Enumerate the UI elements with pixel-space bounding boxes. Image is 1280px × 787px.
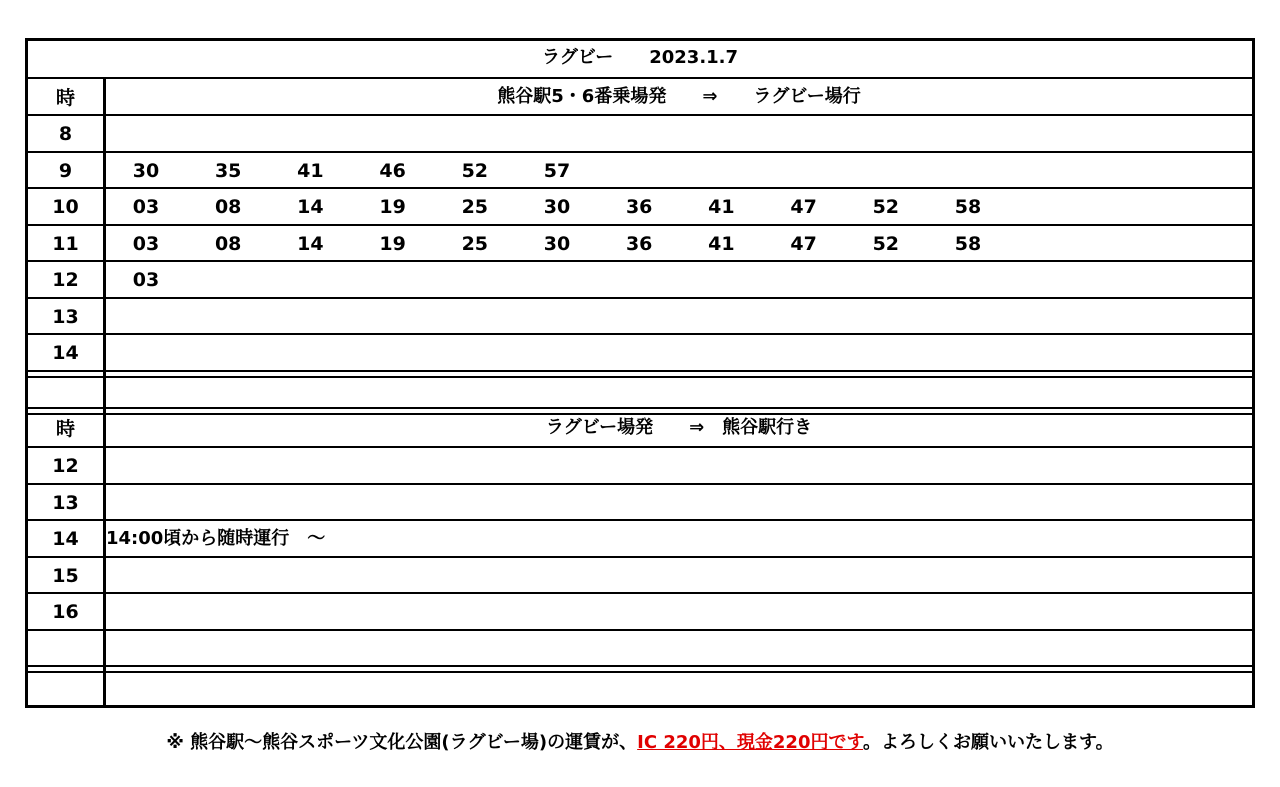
departure-minute: 46: [379, 159, 406, 182]
timetable-title: ラグビー 2023.1.7: [541, 47, 739, 68]
departure-minute: 19: [379, 232, 406, 255]
departure-minute: 47: [790, 196, 817, 218]
double-divider: [28, 370, 1252, 378]
departure-minute: 41: [708, 232, 735, 255]
hour-cell: 16: [52, 601, 79, 624]
departure-minute: 52: [461, 159, 489, 182]
row-divider: [28, 592, 1252, 594]
departure-minute: 30: [132, 159, 160, 182]
departure-minute: 25: [461, 196, 489, 218]
row-divider: [28, 297, 1252, 299]
route-header-outbound: 熊谷駅5・6番乗場発 ⇒ ラグビー場行: [497, 86, 861, 107]
departure-minute: 14: [297, 196, 324, 218]
fare-note-prefix: ※ 熊谷駅～熊谷スポーツ文化公園(ラグビー場)の運賃が、: [166, 732, 638, 753]
hour-cell: 13: [52, 491, 79, 514]
fare-note-highlight: IC 220円、現金220円です: [637, 732, 864, 753]
departure-minute: 36: [625, 196, 653, 218]
hour-cell: 14: [52, 528, 79, 551]
hour-column-header: 時: [55, 418, 75, 440]
departure-minute: 35: [214, 159, 242, 182]
row-divider: [28, 333, 1252, 335]
timetable: [25, 38, 1255, 708]
hour-cell: 15: [52, 564, 79, 587]
hour-cell: 9: [58, 159, 73, 182]
divider: [28, 446, 1252, 448]
row-divider: [28, 260, 1252, 262]
fare-note: [0, 728, 1280, 754]
departure-minute: 36: [625, 232, 653, 255]
hour-cell: 13: [52, 305, 79, 328]
departure-minute: 03: [132, 269, 160, 291]
departure-minute: 30: [543, 196, 571, 218]
departure-minute: 19: [379, 196, 406, 218]
hour-cell: 12: [52, 455, 79, 477]
column-divider: [103, 78, 106, 705]
hour-cell: 14: [52, 342, 79, 364]
row-divider: [28, 629, 1252, 631]
departure-minute: 41: [708, 196, 735, 218]
hour-cell: 11: [52, 232, 79, 255]
hour-cell: 10: [52, 196, 79, 218]
hour-cell: 8: [58, 123, 73, 145]
departure-minute: 08: [214, 196, 242, 218]
departure-minute: 52: [872, 232, 900, 255]
row-divider: [28, 483, 1252, 485]
departure-minute: 08: [214, 232, 242, 255]
row-divider: [28, 556, 1252, 558]
route-header-return: ラグビー場発 ⇒ 熊谷駅行き: [545, 417, 813, 438]
departure-minute: 57: [543, 159, 571, 182]
departure-minute: 30: [543, 232, 571, 255]
departure-minute: 52: [872, 196, 900, 218]
departure-minute: 58: [954, 196, 982, 218]
departure-minute: 25: [461, 232, 489, 255]
departure-minute: 14: [297, 232, 324, 255]
double-divider: [28, 665, 1252, 673]
departure-minute: 03: [132, 196, 160, 218]
divider: [28, 114, 1252, 116]
departure-minute: 47: [790, 232, 817, 255]
departure-minute: 41: [297, 159, 324, 182]
fare-note-suffix: 。よろしくお願いいたします。: [863, 732, 1114, 753]
departure-minute: 58: [954, 232, 982, 255]
departure-minute: 03: [132, 232, 160, 255]
hour-column-header: 時: [55, 87, 75, 109]
service-note: 14:00頃から随時運行 ～: [106, 528, 326, 550]
hour-cell: 12: [52, 269, 79, 291]
